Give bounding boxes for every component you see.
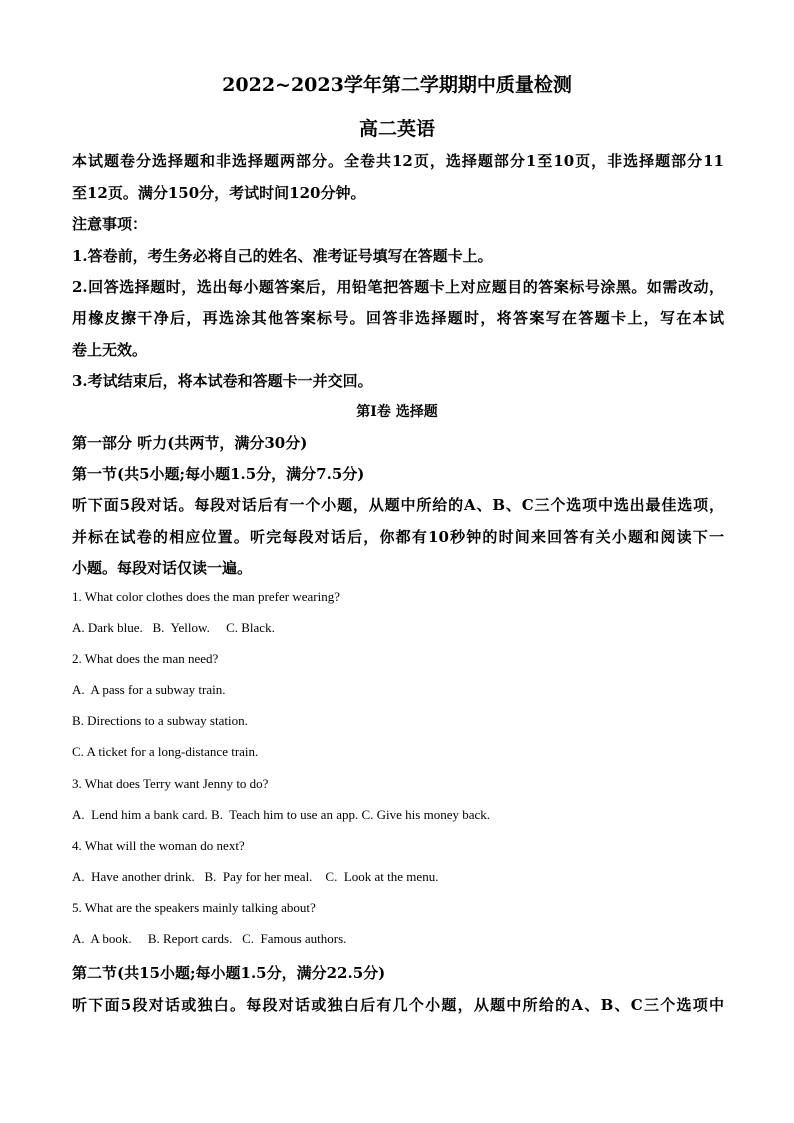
section1-instructions-line-1: 听下面5段对话。每段对话后有一个小题，从题中所给的A、B、C三个选项中选出最佳选项， xyxy=(72,496,724,514)
section1-instructions-line-2: 并标在试卷的相应位置。听完每段对话后，你都有10秒钟的时间来回答有关小题和阅读下一 xyxy=(72,528,724,546)
notes-item-3: 3.考试结束后，将本试卷和答题卡一并交回。 xyxy=(72,372,373,390)
section1-instructions-line-3: 小题。每段对话仅读一遍。 xyxy=(72,559,253,577)
question-5-options: A. A book. B. Report cards. C. Famous authors. xyxy=(72,931,347,946)
exam-subtitle: 高二英语 xyxy=(358,118,435,140)
notes-heading: 注意事项： xyxy=(72,215,148,233)
intro-line-2: 至12页。满分150分，考试时间120分钟。 xyxy=(72,184,366,202)
question-4-options: A. Have another drink. B. Pay for her meal. C. Look at the menu. xyxy=(72,869,439,884)
question-3: 3. What does Terry want Jenny to do? xyxy=(72,776,269,791)
question-2-option-a: A. A pass for a subway train. xyxy=(72,682,226,697)
question-3-options: A. Lend him a bank card. B. Teach him to use an app. C. Give his money back. xyxy=(72,807,490,822)
question-2-option-c: C. A ticket for a long-distance train. xyxy=(72,744,259,759)
question-4: 4. What will the woman do next? xyxy=(72,838,245,853)
question-5: 5. What are the speakers mainly talking about? xyxy=(72,900,316,915)
question-1: 1. What color clothes does the man prefer wearing? xyxy=(72,589,340,604)
part1-heading: 第一部分 听力(共两节，满分30分) xyxy=(72,434,308,452)
section2-heading: 第二节(共15小题;每小题1.5分，满分22.5分) xyxy=(72,964,386,982)
question-2-option-b: B. Directions to a subway station. xyxy=(72,713,248,728)
exam-title: 2022~2023学年第二学期期中质量检测 xyxy=(222,74,572,96)
notes-item-2-line-2: 用橡皮擦干净后，再选涂其他答案标号。回答非选择题时，将答案写在答题卡上，写在本试 xyxy=(72,309,724,327)
notes-item-2-line-1: 2.回答选择题时，选出每小题答案后，用铅笔把答题卡上对应题目的答案标号涂黑。如需改动， xyxy=(72,278,724,296)
question-2: 2. What does the man need? xyxy=(72,651,219,666)
notes-item-1: 1.答卷前，考生务必将自己的姓名、准考证号填写在答题卡上。 xyxy=(72,247,493,265)
notes-item-2-line-3: 卷上无效。 xyxy=(72,341,148,359)
intro-line-1: 本试题卷分选择题和非选择题两部分。全卷共12页，选择题部分1至10页，非选择题部分11 xyxy=(72,152,724,170)
section2-instructions-line-1: 听下面5段对话或独白。每段对话或独白后有几个小题，从题中所给的A、B、C三个选项中 xyxy=(72,996,724,1014)
question-1-options: A. Dark blue. B. Yellow. C. Black. xyxy=(72,620,275,635)
volume-heading: 第Ⅰ卷 选择题 xyxy=(356,404,438,420)
section1-heading: 第一节(共5小题;每小题1.5分，满分7.5分) xyxy=(72,465,365,483)
